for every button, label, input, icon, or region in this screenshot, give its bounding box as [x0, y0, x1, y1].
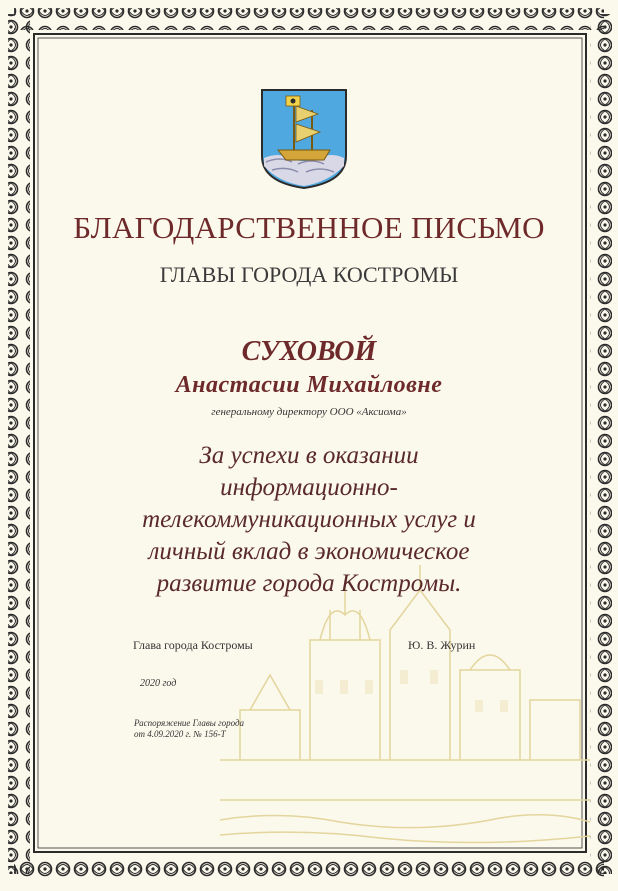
citation-text: [80, 440, 538, 600]
kremlin-watermark: [220, 560, 590, 850]
recipient-position: генеральному директору ООО «Аксиома»: [211, 406, 407, 418]
decree-line: Распоряжение Главы города: [134, 718, 245, 728]
citation-line: За успехи в оказании: [199, 442, 419, 469]
recipient-name: Анастасии Михайловне: [175, 372, 443, 398]
citation-line: развитие города Костромы.: [156, 570, 462, 597]
signatory-name: Ю. В. Журин: [408, 638, 476, 652]
coat-of-arms-icon: [258, 86, 350, 190]
decree-reference: [134, 718, 244, 740]
citation-line: личный вклад в экономическое: [148, 538, 470, 565]
document-title: БЛАГОДАРСТВЕННОЕ ПИСЬМО: [73, 210, 545, 245]
signatory-role: Глава города Костромы: [133, 638, 253, 652]
citation-line: информационно-: [220, 474, 398, 501]
citation-line: телекоммуникационных услуг и: [142, 506, 476, 533]
decree-line: от 4.09.2020 г. № 156-Т: [134, 729, 226, 739]
issue-year: 2020 год: [140, 678, 177, 689]
document-subtitle: ГЛАВЫ ГОРОДА КОСТРОМЫ: [159, 262, 459, 287]
recipient-surname: СУХОВОЙ: [241, 336, 377, 367]
